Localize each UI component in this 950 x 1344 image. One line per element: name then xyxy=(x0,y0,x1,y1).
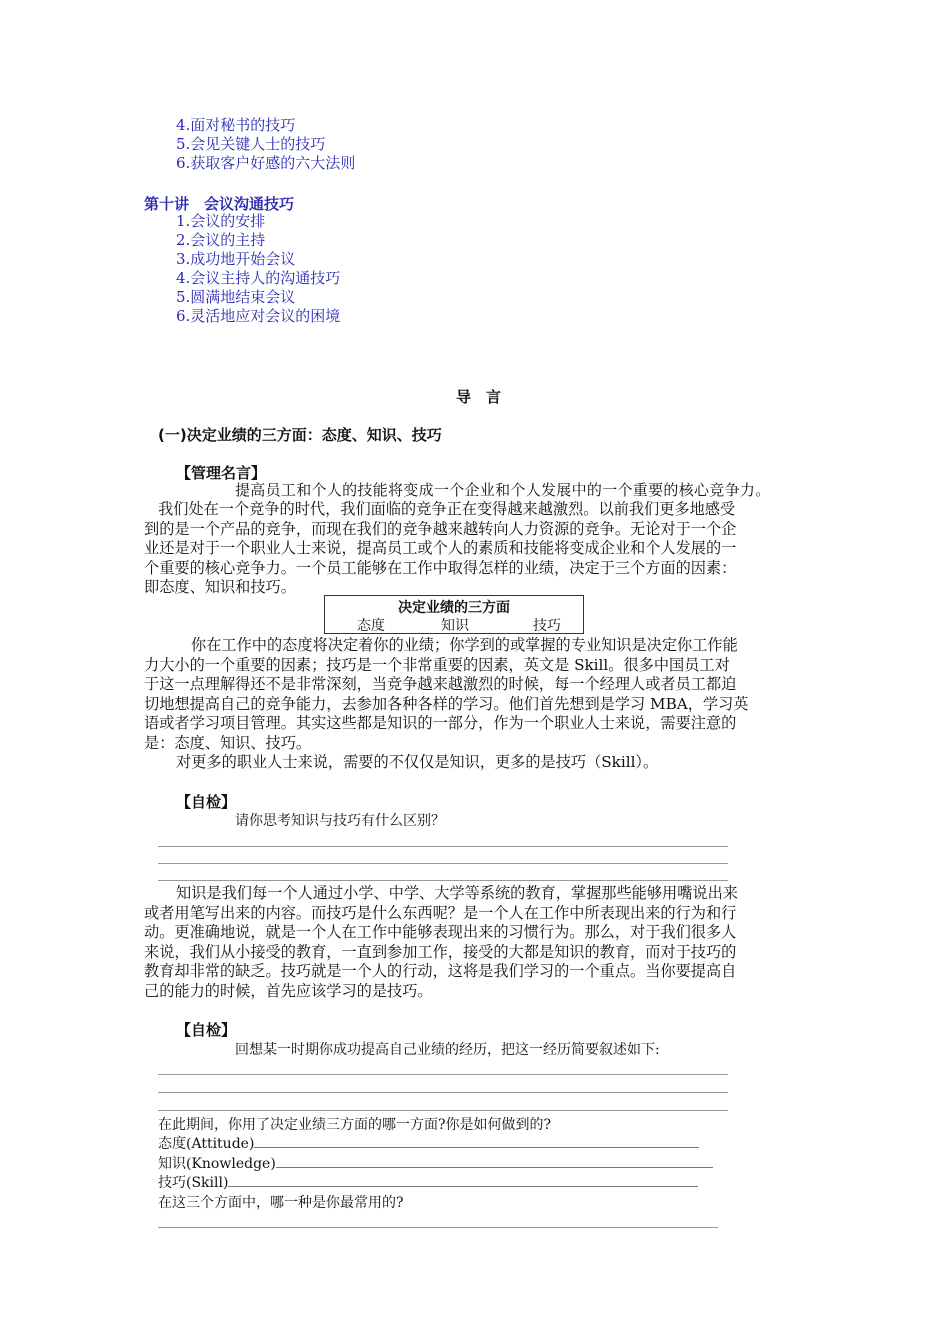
section-title: (一)决定业绩的三方面：态度、知识、技巧 xyxy=(158,426,442,444)
answer-line[interactable] xyxy=(158,1092,728,1093)
toc-item: 5.会见关键人士的技巧 xyxy=(176,135,326,153)
paragraph-line: 切地想提高自己的竞争能力，去参加各种各样的学习。他们首先想到是学习 MBA，学习英 xyxy=(144,695,749,713)
paragraph-line: 个重要的核心竞争力。一个员工能够在工作中取得怎样的业绩，决定于三个方面的因素： xyxy=(144,559,737,577)
answer-line[interactable] xyxy=(158,1074,728,1075)
answer-line[interactable] xyxy=(158,863,728,864)
skill-label: 技巧(Skill) xyxy=(158,1175,229,1191)
question-most-used: 在这三个方面中，哪一种是你最常用的? xyxy=(158,1195,404,1211)
answer-line[interactable] xyxy=(158,1227,718,1228)
paragraph-line: 我们处在一个竞争的时代，我们面临的竞争正在变得越来越激烈。以前我们更多地感受 xyxy=(158,500,736,518)
answer-line[interactable] xyxy=(158,846,728,847)
attitude-answer-field[interactable] xyxy=(254,1133,699,1148)
answer-line[interactable] xyxy=(158,880,728,881)
paragraph-line: 即态度、知识和技巧。 xyxy=(144,578,296,596)
box-title: 决定业绩的三方面 xyxy=(398,600,510,616)
answer-line[interactable] xyxy=(158,1110,728,1111)
box-item-knowledge: 知识 xyxy=(441,618,469,634)
paragraph-line: 力大小的一个重要的因素；技巧是一个非常重要的因素，英文是 Skill。很多中国员工对 xyxy=(144,656,730,674)
toc-item: 2.会议的主持 xyxy=(176,231,266,249)
paragraph-line: 于这一点理解得还不是非常深刻，当竞争越来越激烈的时候，每一个经理人或者员工都迫 xyxy=(144,675,737,693)
paragraph-line: 语或者学习项目管理。其实这些都是知识的一部分，作为一个职业人士来说，需要注意的 xyxy=(144,714,737,732)
paragraph-line: 动。更准确地说，就是一个人在工作中能够表现出来的习惯行为。那么，对于我们很多人 xyxy=(144,923,737,941)
maxim-text: 提高员工和个人的技能将变成一个企业和个人发展中的一个重要的核心竞争力。 xyxy=(235,481,771,499)
toc-item: 4.会议主持人的沟通技巧 xyxy=(176,269,341,287)
maxim-label: 【管理名言】 xyxy=(176,464,267,482)
attitude-label: 态度(Attitude) xyxy=(158,1136,255,1152)
toc-item: 6.获取客户好感的六大法则 xyxy=(176,154,356,172)
selfcheck-label: 【自检】 xyxy=(176,1021,237,1039)
paragraph-line: 对更多的职业人士来说，需要的不仅仅是知识，更多的是技巧（Skill）。 xyxy=(176,753,659,771)
knowledge-answer-field[interactable] xyxy=(276,1153,713,1168)
performance-factors-box xyxy=(324,595,584,634)
paragraph-line: 来说，我们从小接受的教育，一直到参加工作，接受的大都是知识的教育，而对于技巧的 xyxy=(144,943,737,961)
selfcheck-label: 【自检】 xyxy=(176,793,237,811)
toc-item: 5.圆满地结束会议 xyxy=(176,288,296,306)
toc-item: 3.成功地开始会议 xyxy=(176,250,296,268)
paragraph-line: 是：态度、知识、技巧。 xyxy=(144,734,312,752)
paragraph-line: 到的是一个产品的竞争，而现在我们的竞争越来越转向人力资源的竞争。无论对于一个企 xyxy=(144,520,737,538)
paragraph-line: 教育却非常的缺乏。技巧就是一个人的行动，这将是我们学习的一个重点。当你要提高自 xyxy=(144,962,737,980)
skill-row xyxy=(158,1172,698,1192)
knowledge-label: 知识(Knowledge) xyxy=(158,1156,276,1172)
selfcheck-question: 请你思考知识与技巧有什么区别？ xyxy=(235,813,445,829)
lecture-10-heading: 第十讲 会议沟通技巧 xyxy=(144,195,295,213)
box-item-skill: 技巧 xyxy=(533,618,561,634)
paragraph-line: 或者用笔写出来的内容。而技巧是什么东西呢？是一个人在工作中所表现出来的行为和行 xyxy=(144,904,737,922)
knowledge-row xyxy=(158,1153,713,1173)
box-item-attitude: 态度 xyxy=(357,618,385,634)
toc-item: 4.面对秘书的技巧 xyxy=(176,116,296,134)
selfcheck-question: 回想某一时期你成功提高自己业绩的经历，把这一经历简要叙述如下: xyxy=(235,1042,660,1058)
intro-title: 导 言 xyxy=(456,388,502,406)
paragraph-line: 知识是我们每一个人通过小学、中学、大学等系统的教育，掌握那些能够用嘴说出来 xyxy=(176,884,738,902)
toc-item: 6.灵活地应对会议的困境 xyxy=(176,307,341,325)
paragraph-line: 你在工作中的态度将决定着你的业绩；你学到的或掌握的专业知识是决定你工作能 xyxy=(191,636,738,654)
toc-item: 1.会议的安排 xyxy=(176,212,266,230)
paragraph-line: 业还是对于一个职业人士来说，提高员工或个人的素质和技能将变成企业和个人发展的一 xyxy=(144,539,737,557)
paragraph-line: 己的能力的时候，首先应该学习的是技巧。 xyxy=(144,982,433,1000)
question-which-aspect: 在此期间，你用了决定业绩三方面的哪一方面?你是如何做到的? xyxy=(158,1117,552,1133)
skill-answer-field[interactable] xyxy=(228,1172,698,1187)
attitude-row xyxy=(158,1133,699,1153)
